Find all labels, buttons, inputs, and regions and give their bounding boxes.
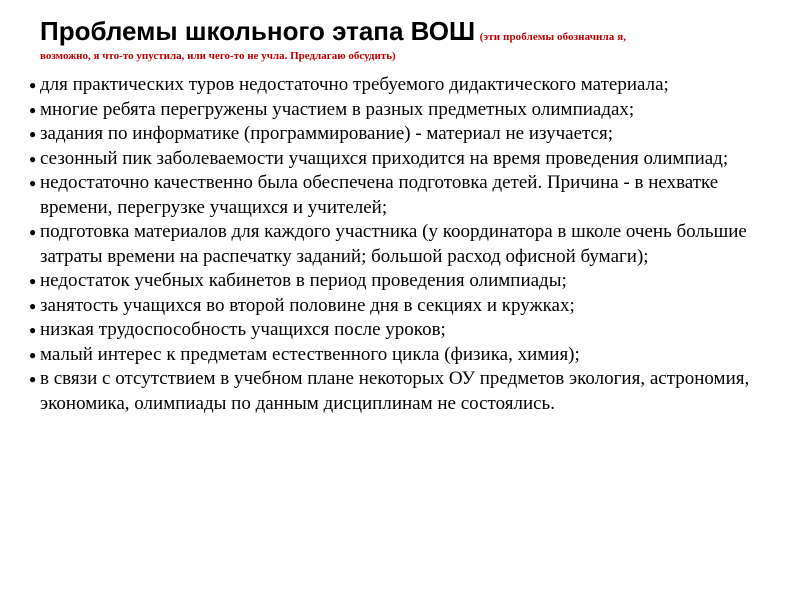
slide-title xyxy=(40,16,760,64)
bullet-icon: ● xyxy=(29,78,37,92)
list-item xyxy=(30,171,780,220)
bullet-icon: ● xyxy=(29,298,37,313)
list-item xyxy=(30,122,780,147)
list-item xyxy=(30,73,780,98)
list-item-text: низкая трудоспособность учащихся после уроков; xyxy=(40,319,446,340)
list-item-text: недостаточно качественно была обеспечена подготовка детей. Причина - в нехватке времени, перегрузке учащихся и учителей; xyxy=(40,172,719,218)
bullet-icon: ● xyxy=(29,274,37,288)
title-note: (эти проблемы обозначила я, xyxy=(479,31,627,43)
list-item xyxy=(30,269,780,294)
bullet-icon: ● xyxy=(29,151,37,166)
problems-list xyxy=(30,73,780,416)
list-item xyxy=(30,367,780,416)
bullet-icon: ● xyxy=(29,127,37,141)
list-item xyxy=(30,294,780,319)
bullet-icon: ● xyxy=(29,323,37,337)
list-item xyxy=(30,98,780,123)
list-item xyxy=(30,343,780,368)
list-item-text: для практических туров недостаточно требуемого дидактического материала; xyxy=(40,74,669,95)
list-item-text: малый интерес к предметам естественного цикла (физика, химия); xyxy=(40,343,580,365)
list-item-text: многие ребята перегружены участием в разных предметных олимпиадах; xyxy=(40,98,635,120)
bullet-icon: ● xyxy=(29,372,37,386)
bullet-icon: ● xyxy=(29,225,37,239)
list-item-text: занятость учащихся во второй половине дня в секциях и кружках; xyxy=(40,294,575,316)
title-line xyxy=(40,16,760,52)
list-item xyxy=(30,220,780,269)
list-item-text: задания по информатике (программирование) - материал не изучается; xyxy=(40,123,614,144)
title-main: Проблемы школьного этапа ВОШ xyxy=(40,16,476,46)
list-item-text: в связи с отсутствием в учебном плане некоторых ОУ предметов экология, астрономия, экономика, олимпиады по данным дисциплинам не состоялись. xyxy=(40,368,750,414)
bullet-icon: ● xyxy=(29,176,37,190)
list-item-text: недостаток учебных кабинетов в период проведения олимпиады; xyxy=(40,270,567,291)
bullet-icon: ● xyxy=(29,102,37,117)
title-note-continuation: возможно, я что-то упустила, или чего-то не учла. Предлагаю обсудить) xyxy=(40,50,396,62)
list-item xyxy=(30,147,780,172)
list-item xyxy=(30,318,780,343)
bullet-icon: ● xyxy=(29,347,37,362)
list-item-text: подготовка материалов для каждого участника (у координатора в школе очень большие затраты времени на распечатку заданий; большой расход офисной бумаги); xyxy=(40,221,747,267)
list-item-text: сезонный пик заболеваемости учащихся приходится на время проведения олимпиад; xyxy=(40,147,729,169)
